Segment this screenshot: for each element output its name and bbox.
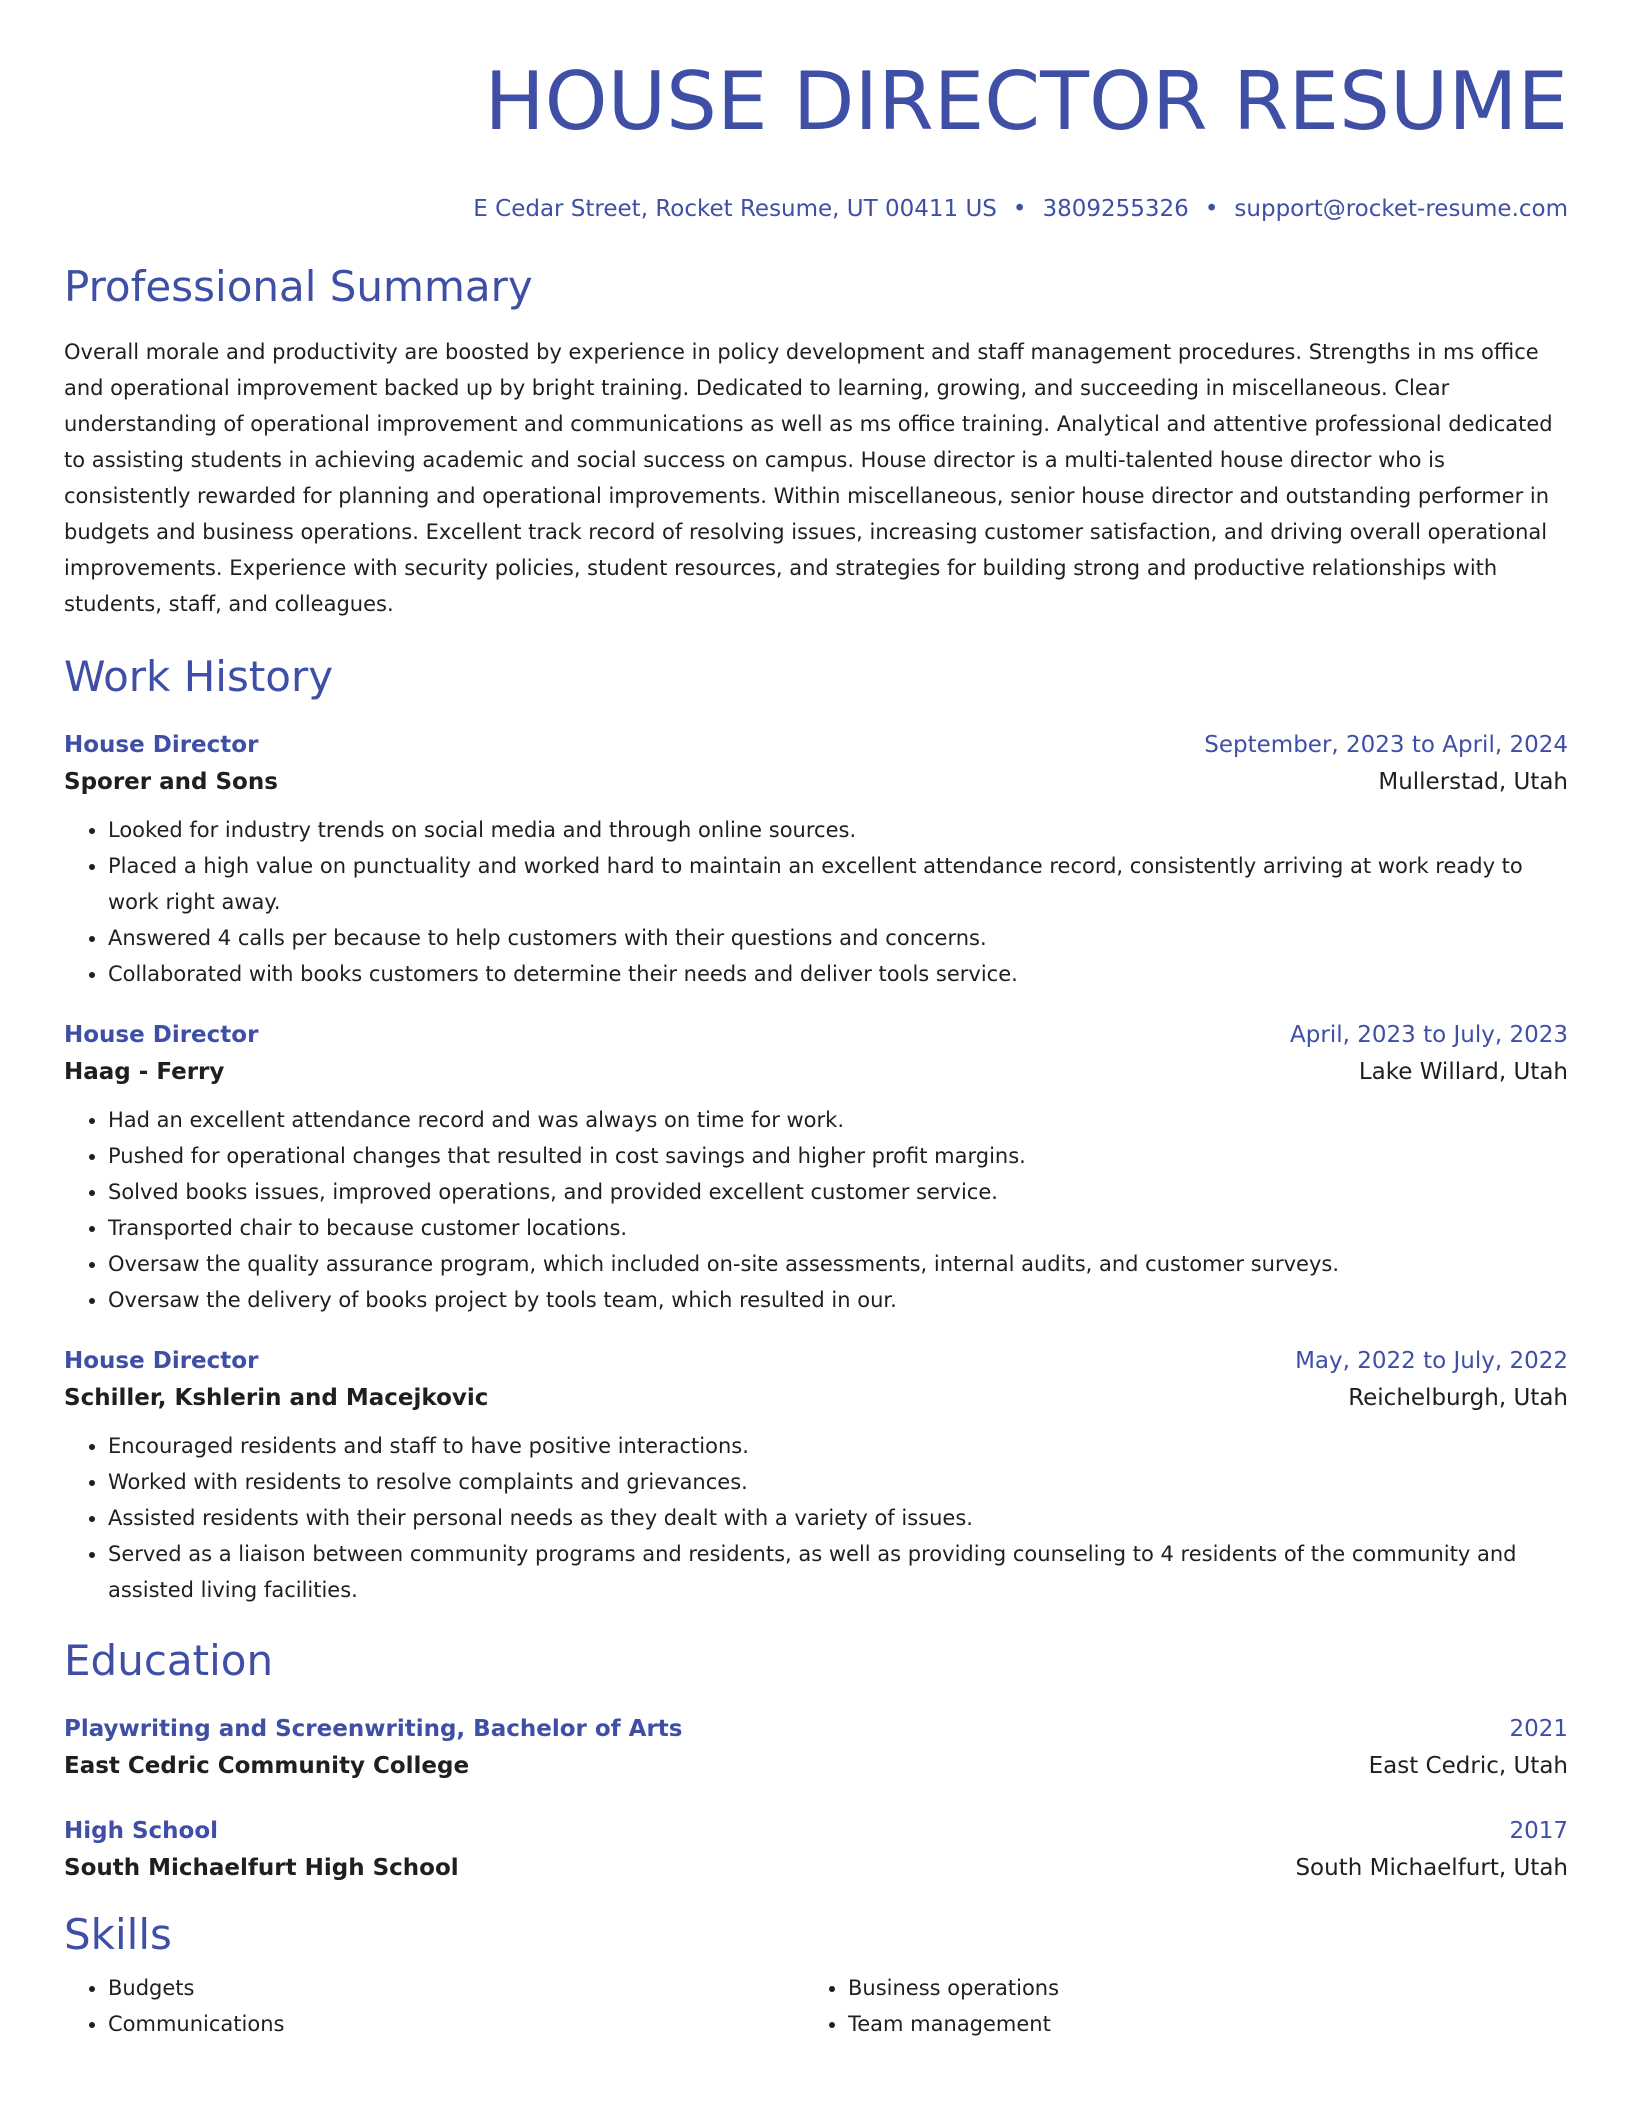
education-school: South Michaelfurt High School: [64, 1855, 459, 1881]
list-item: • Placed a high value on punctuality and worked hard to maintain an excellent attendance record, consistently arriving at work ready to work right away.: [108, 848, 1568, 920]
list-item: • Encouraged residents and staff to have positive interactions.: [108, 1428, 1568, 1464]
job-bullets: [64, 812, 1568, 992]
job-bullets: [64, 1102, 1568, 1318]
list-item: • Oversaw the delivery of books project by tools team, which resulted in our.: [108, 1282, 1568, 1318]
list-item: • Oversaw the quality assurance program, which included on-site assessments, internal audits, and customer surveys.: [108, 1246, 1568, 1282]
contact-line: [64, 194, 1568, 224]
skills-column-right: [804, 1970, 1544, 2042]
education-degree: Playwriting and Screenwriting, Bachelor of Arts: [64, 1716, 683, 1742]
education-entry: [64, 1814, 1568, 1888]
skills-column-left: [64, 1970, 804, 2042]
job-dates: April, 2023 to July, 2023: [1290, 1022, 1568, 1048]
work-history-heading: Work History: [64, 652, 334, 701]
summary-heading: Professional Summary: [64, 262, 533, 311]
job-title: House Director: [64, 1348, 259, 1374]
list-item: • Worked with residents to resolve complaints and grievances.: [108, 1464, 1568, 1500]
job-title: House Director: [64, 732, 259, 758]
skill-item: • Budgets: [108, 1970, 804, 2006]
contact-separator: •: [1204, 196, 1219, 222]
skill-item: • Team management: [848, 2006, 1544, 2042]
job-entry: [64, 1344, 1568, 1608]
summary-text: Overall morale and productivity are boosted by experience in policy development and staff management procedures. Strengths in ms office and operational improvement backed up by bright training. Dedicated to learning, growing, and succeeding in miscellaneous. Clear understanding of operational improvement and communications as well as ms office training. Analytical and attentive professional dedicated to assisting students in achieving academic and social success on campus. House director is a multi-talented house director who is consistently rewarded for planning and operational improvements. Within miscellaneous, senior house director and outstanding performer in budgets and business operations. Excellent track record of resolving issues, increasing customer satisfaction, and driving overall operational improvements. Experience with security policies, student resources, and strategies for building strong and productive relationships with students, staff, and colleagues.: [64, 340, 1553, 616]
education-entry: [64, 1712, 1568, 1786]
list-item: • Had an excellent attendance record and was always on time for work.: [108, 1102, 1568, 1138]
job-dates: September, 2023 to April, 2024: [1204, 732, 1568, 758]
job-entry: [64, 1018, 1568, 1318]
list-item: • Solved books issues, improved operations, and provided excellent customer service.: [108, 1174, 1568, 1210]
education-year: 2017: [1509, 1818, 1568, 1844]
education-location: East Cedric, Utah: [1368, 1753, 1568, 1779]
list-item: • Assisted residents with their personal needs as they dealt with a variety of issues.: [108, 1500, 1568, 1536]
list-item: • Looked for industry trends on social media and through online sources.: [108, 812, 1568, 848]
education-school: East Cedric Community College: [64, 1753, 470, 1779]
skill-item: • Business operations: [848, 1970, 1544, 2006]
job-location: Reichelburgh, Utah: [1348, 1385, 1568, 1411]
job-location: Mullerstad, Utah: [1378, 769, 1568, 795]
contact-email: support@rocket-resume.com: [1234, 196, 1568, 222]
skills-grid: [64, 1970, 1568, 2042]
resume-header: [64, 50, 1568, 224]
contact-address: E Cedar Street, Rocket Resume, UT 00411 US: [473, 196, 997, 222]
education-year: 2021: [1509, 1716, 1568, 1742]
job-company: Schiller, Kshlerin and Macejkovic: [64, 1385, 489, 1411]
list-item: • Pushed for operational changes that resulted in cost savings and higher profit margins.: [108, 1138, 1568, 1174]
education-degree: High School: [64, 1818, 219, 1844]
skill-item: • Communications: [108, 2006, 804, 2042]
contact-separator: •: [1012, 196, 1027, 222]
education-location: South Michaelfurt, Utah: [1295, 1855, 1568, 1881]
contact-phone: 3809255326: [1042, 196, 1189, 222]
skills-heading: Skills: [64, 1910, 172, 1959]
job-bullets: [64, 1428, 1568, 1608]
job-entry: [64, 728, 1568, 992]
list-item: • Served as a liaison between community programs and residents, as well as providing counseling to 4 residents of the community and assisted living facilities.: [108, 1536, 1568, 1608]
education-heading: Education: [64, 1636, 274, 1685]
job-dates: May, 2022 to July, 2022: [1295, 1348, 1568, 1374]
job-company: Sporer and Sons: [64, 769, 278, 795]
job-location: Lake Willard, Utah: [1358, 1059, 1568, 1085]
list-item: • Answered 4 calls per because to help customers with their questions and concerns.: [108, 920, 1568, 956]
job-title: House Director: [64, 1022, 259, 1048]
list-item: • Transported chair to because customer locations.: [108, 1210, 1568, 1246]
list-item: • Collaborated with books customers to determine their needs and deliver tools service.: [108, 956, 1568, 992]
job-company: Haag - Ferry: [64, 1059, 225, 1085]
resume-name: HOUSE DIRECTOR RESUME: [484, 55, 1568, 148]
